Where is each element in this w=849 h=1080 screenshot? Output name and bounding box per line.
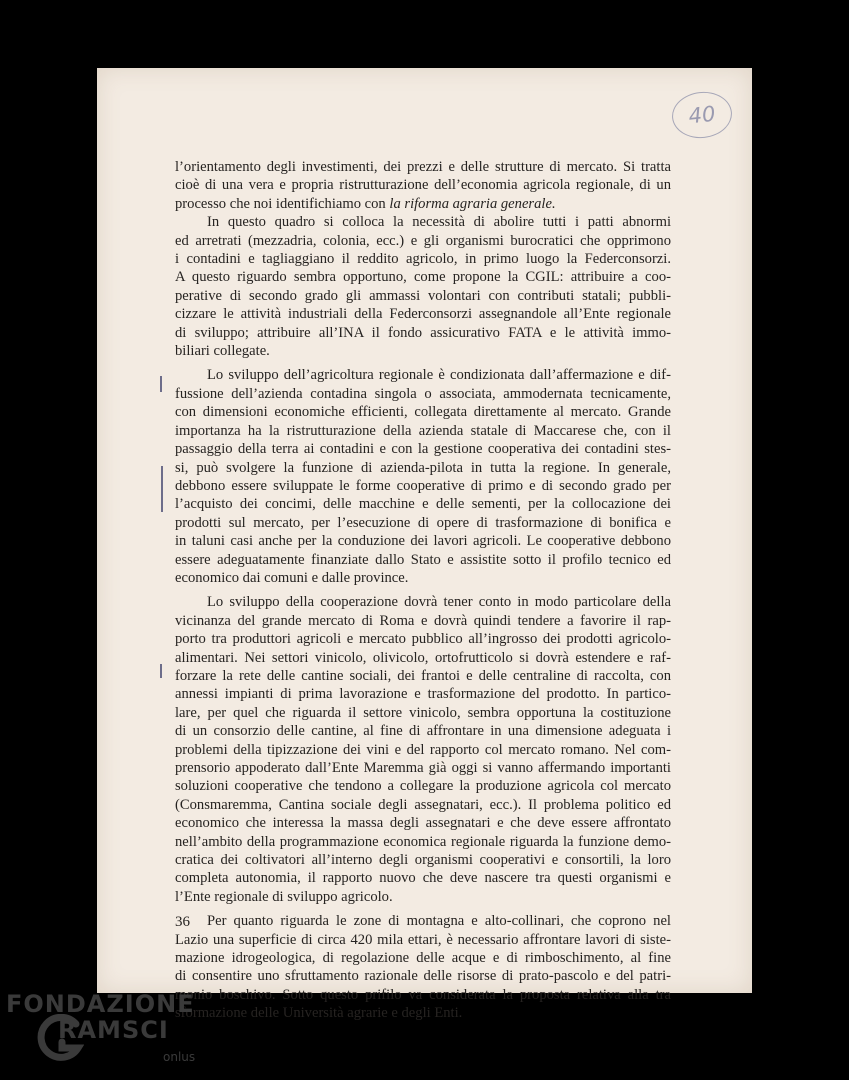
text-line: porto tra produttori agricoli e mercato pubblico all’ingrosso dei prodotti agricolo- bbox=[175, 631, 671, 648]
text-line: alimentari. Nei settori vinicolo, olivicolo, ortofrutticolo si dovrà estendere e raf- bbox=[175, 649, 671, 666]
text-line: soluzioni cooperative che tendono a collegare la produzione agricola col mercato bbox=[175, 778, 671, 795]
text-line: passaggio della terra ai contadini e con la gestione cooperativa dei contadini stes- bbox=[175, 441, 671, 458]
text-line: cizzare le attività industriali della Federconsorzi assegnandole all’Ente regionale bbox=[175, 306, 671, 323]
text-line: di sviluppo; attribuire all’INA il fondo assicurativo FATA e le attività immo- bbox=[175, 324, 671, 341]
text-line: cratica dei coltivatori all’interno degli organismi cooperativi e consortili, la loro bbox=[175, 852, 671, 869]
paragraph-start-line: Lo sviluppo dell’agricoltura regionale è condizionata dall’affermazione e dif- bbox=[207, 367, 671, 384]
page-number: 36 bbox=[175, 914, 190, 930]
text-line: di consentire uno sfruttamento razionale delle risorse di prato-pascolo e del patri- bbox=[175, 968, 671, 985]
text-line: con dimensioni economiche efficienti, collegata direttamente al mercato. Grande bbox=[175, 404, 671, 421]
logo-text-bottom: RAMSCI bbox=[58, 1016, 169, 1044]
text-line: essere adeguatamente finanziate dallo Stato e assistite sotto il profilo tecnico ed bbox=[175, 551, 671, 568]
annotation-text: 40 bbox=[687, 101, 717, 129]
handwritten-page-annotation bbox=[670, 89, 734, 141]
paragraph-start-line: Per quanto riguarda le zone di montagna e alto-collinari, che coprono nel bbox=[207, 913, 671, 930]
text-line: lare, per quel che riguarda il settore vinicolo, sembra opportuna la costituzione bbox=[175, 704, 671, 721]
text-line: monio boschivo. Sotto questo prifilo va considerata la proposta relativa alla tra bbox=[175, 986, 671, 1003]
text-line: economico dai comuni e dalle province. bbox=[175, 569, 409, 586]
paragraph-start-line: In questo quadro si colloca la necessità di abolire tutti i patti abnormi bbox=[207, 214, 671, 231]
text-line: problemi della tipizzazione dei vini e del rapporto col mercato romano. Nel com- bbox=[175, 741, 671, 758]
text-line: biliari collegate. bbox=[175, 343, 270, 360]
text-line: i contadini e tagliaggiano il reddito agricolo, in primo luogo la Federconsorzi. bbox=[175, 251, 671, 268]
italic-phrase: la riforma agraria generale. bbox=[389, 195, 556, 212]
text-line: prodotti sul mercato, per l’esecuzione di opere di trasformazione di bonifica e bbox=[175, 514, 671, 531]
text-line bbox=[175, 195, 671, 213]
text-line: di un consorzio delle cantine, al fine di affrontare in una dimensione adeguata i bbox=[175, 723, 671, 740]
text-line: sformazione delle Università agrarie e degli Enti. bbox=[175, 1005, 463, 1022]
text-line: fussione dell’azienda contadina singola o associata, ammodernata tecnicamente, bbox=[175, 385, 671, 402]
text-line: vicinanza del grande mercato di Roma e dovrà quindi tendere a favorire il rap- bbox=[175, 612, 671, 629]
margin-mark bbox=[160, 376, 162, 392]
margin-mark bbox=[161, 466, 163, 512]
text-line: A questo riguardo sembra opportuno, come propone la CGIL: attribuire a coo- bbox=[175, 269, 671, 286]
text-line: annessi impianti di prima lavorazione e trasformazione del prodotto. In partico- bbox=[175, 686, 671, 703]
text-line: Lazio una superficie di circa 420 mila ettari, è necessario affrontare lavori di siste- bbox=[175, 931, 671, 948]
text-line: l’orientamento degli investimenti, dei prezzi e delle strutture di mercato. Si tratta bbox=[175, 159, 671, 175]
text-line: debbono essere sviluppate le forme cooperative di primo e di secondo grado per bbox=[175, 477, 671, 494]
text-line: prensorio appoderato dall’Ente Maremma già oggi si vanno affermando importanti bbox=[175, 760, 671, 776]
text-line: perative di secondo grado gli ammassi volontari con contributi statali; pubbli- bbox=[175, 287, 671, 304]
logo-subtitle: onlus bbox=[163, 1050, 196, 1064]
text-line: mazione idrogeologica, di regolazione delle acque e di rimboschimento, al fine bbox=[175, 950, 671, 967]
logo-text-top: FONDAZIONE bbox=[6, 990, 195, 1018]
text-line: cioè di una vera e propria ristrutturazione dell’economia agricola regionale, di un bbox=[175, 177, 671, 194]
paragraph-start-line: Lo sviluppo della cooperazione dovrà tener conto in modo particolare della bbox=[207, 594, 671, 611]
text-line: l’acquisto dei concimi, delle macchine e delle sementi, per la collocazione dei bbox=[175, 496, 671, 513]
text-line: economico che interessa la massa degli assegnatari e che deve essere affrontato bbox=[175, 815, 671, 832]
text-line: (Consmaremma, Cantina sociale degli assegnatari, ecc.). Il problema politico ed bbox=[175, 796, 671, 813]
text-line-start: processo che noi identifichiamo con bbox=[175, 195, 390, 212]
text-line: completa autonomia, il rapporto nuovo che deve nascere tra questi organismi e bbox=[175, 870, 671, 887]
document-body bbox=[175, 158, 671, 1023]
text-line: ed arretrati (mezzadria, colonia, ecc.) e gli organismi burocratici che opprimono bbox=[175, 232, 671, 249]
text-line: si, può svolgere la funzione di azienda-pilota in tutta la regione. In generale, bbox=[175, 459, 671, 476]
text-line: forzare la rete delle cantine sociali, dei frantoi e delle centraline di raccolta, con bbox=[175, 667, 671, 684]
text-line: l’Ente regionale di sviluppo agricolo. bbox=[175, 888, 393, 905]
text-line: nell’ambito della programmazione economica regionale riguarda la funzione demo- bbox=[175, 833, 671, 850]
text-line: importanza ha la ristrutturazione della azienda statale di Maccarese che, con il bbox=[175, 422, 671, 439]
fondazione-gramsci-logo bbox=[6, 990, 216, 1076]
text-line: in taluni casi anche per la conduzione dei lavori agricoli. Le cooperative debbono bbox=[175, 533, 671, 550]
margin-mark bbox=[160, 664, 162, 678]
